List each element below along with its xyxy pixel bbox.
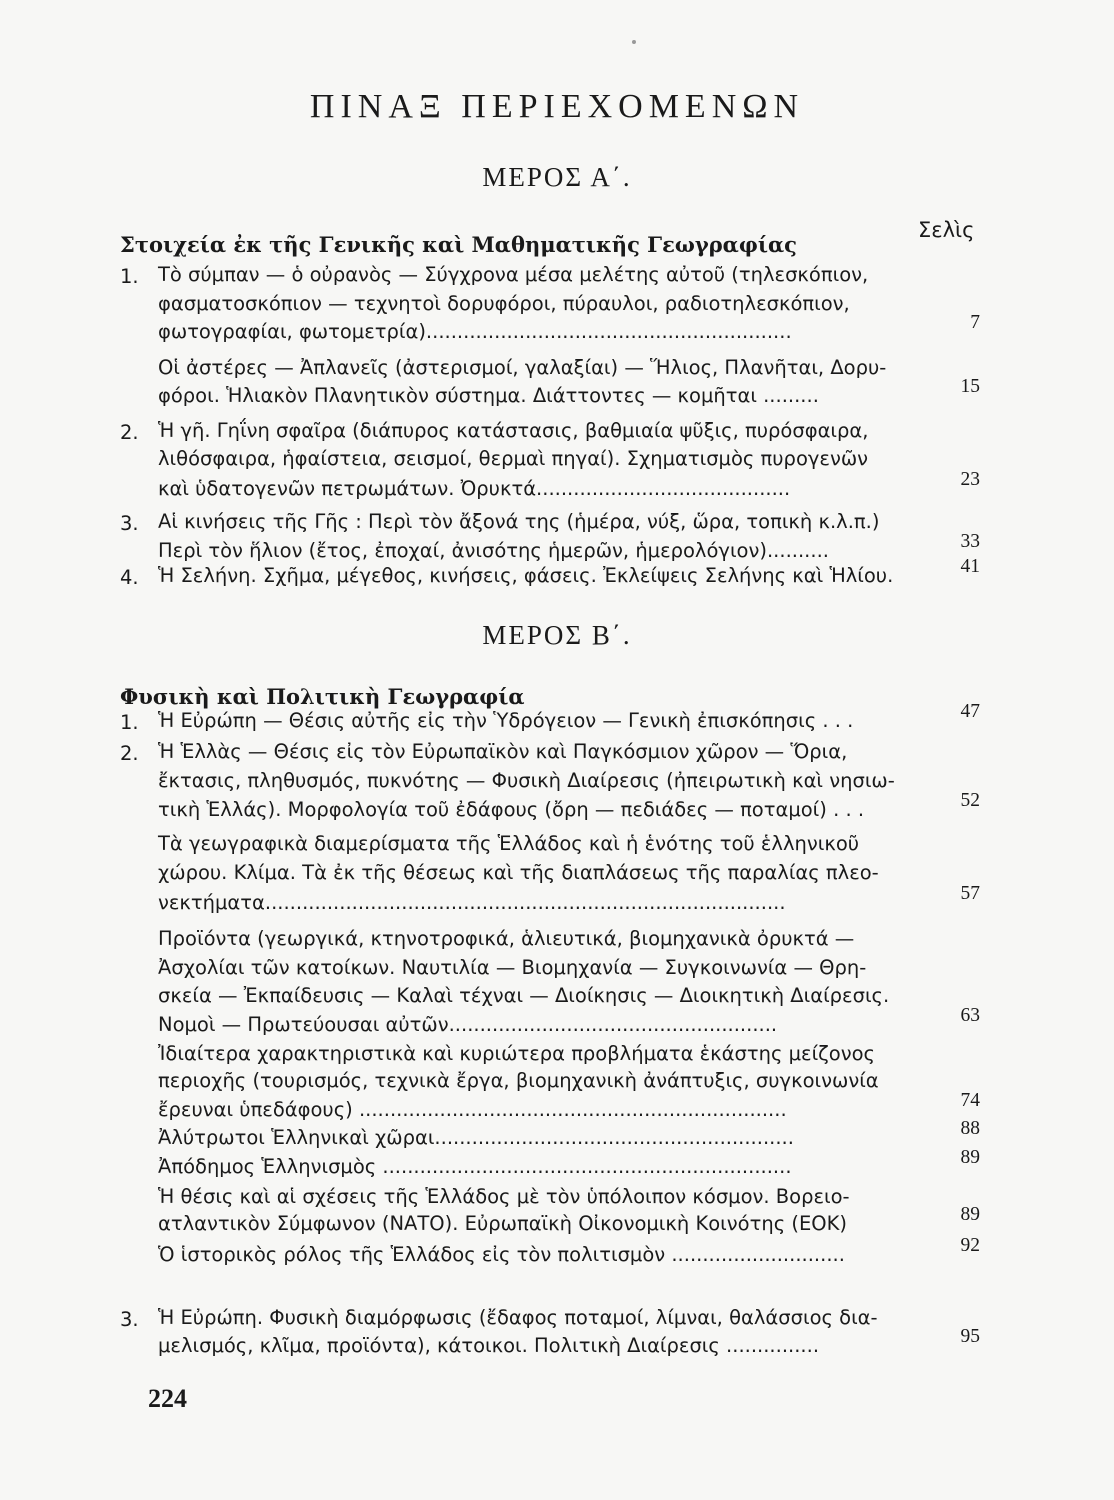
part_a-entry-page: 23 — [960, 469, 980, 490]
part_a-entry-text: Ἡ γῆ. Γηΐνη σφαῖρα (διάπυρος κατάστασις, βαθμιαία ψῦξις, πυρόσφαιρα, — [158, 419, 869, 442]
part_a-entry-text: φασματοσκόπιον — τεχνητοὶ δορυφόροι, πύραυλοι, ραδιοτηλεσκόπιον, — [158, 292, 850, 315]
part_b-entry-text: ατλαντικὸν Σύμφωνον (ΝΑΤΟ). Εὐρωπαϊκὴ Οἰκονομικὴ Κοινότης (ΕΟΚ) — [158, 1212, 848, 1235]
part_b-entry-text: Τὰ γεωγραφικὰ διαμερίσματα τῆς Ἑλλάδος καὶ ἡ ἑνότης τοῦ ἑλληνικοῦ — [158, 832, 860, 855]
part-a-heading: ΜΕΡΟΣ Α΄. — [482, 162, 632, 192]
part_a-entry-number: 1. — [120, 265, 139, 288]
part_a-entry-text: Οἱ ἀστέρες — Ἀπλανεῖς (ἀστερισμοί, γαλαξίαι) — Ἥλιος, Πλανῆται, Δορυ- — [158, 356, 887, 379]
part_a-entry-page: 7 — [970, 312, 980, 333]
part_b-entry-text: σκεία — Ἐκπαίδευσις — Καλαὶ τέχναι — Διοίκησις — Διοικητικὴ Διαίρεσις. — [158, 984, 890, 1007]
part_b-entry-text: περιοχῆς (τουρισμός, τεχνικὰ ἔργα, βιομηχανικὴ ἀνάπτυξις, συγκοινωνία — [158, 1069, 879, 1092]
part_b-entry-text: Ἡ θέσις καὶ αἱ σχέσεις τῆς Ἑλλάδος μὲ τὸν ὑπόλοιπον κόσμον. Βορειο- — [158, 1185, 850, 1208]
part_a-entry-text: φωτογραφίαι, φωτομετρία)........................................................... — [158, 320, 792, 343]
part_b-entry-text: ἔρευναι ὑπεδάφους) ..................................................................... — [158, 1098, 787, 1121]
part_b-entry-text: νεκτήματα.................................................................................... — [158, 891, 786, 914]
part_b-entry-text: Ἰδιαίτερα χαρακτηριστικὰ καὶ κυριώτερα προβλήματα ἑκάστης μείζονος — [158, 1042, 875, 1065]
part_b-entry-page: 92 — [960, 1235, 980, 1256]
part_b-entry-page: 57 — [960, 883, 980, 904]
part_b-entry-page: 88 — [960, 1118, 980, 1139]
part_b-entry-text: Ὁ ἱστορικὸς ρόλος τῆς Ἑλλάδος εἰς τὸν πολιτισμὸν ............................ — [158, 1243, 845, 1266]
part_b-entry-text: Προϊόντα (γεωργικά, κτηνοτροφικά, ἁλιευτικά, βιομηχανικὰ ὀρυκτά — — [158, 927, 855, 950]
part_a-entry-text: λιθόσφαιρα, ἡφαίστεια, σεισμοί, θερμαὶ πηγαί). Σχηματισμὸς πυρογενῶν — [158, 447, 869, 470]
part_b-entry-page: 74 — [960, 1090, 980, 1111]
part_b-entry-text: ἔκτασις, πληθυσμός, πυκνότης — Φυσικὴ Διαίρεσις (ἠπειρωτικὴ καὶ νησιω- — [158, 769, 895, 792]
part_b-entry-page: 89 — [960, 1147, 980, 1168]
pages-column-label: Σελὶς — [918, 218, 975, 242]
part_b-entry-number: 2. — [120, 742, 139, 765]
part_b-entry-page: 89 — [960, 1204, 980, 1225]
part_b-entry-page: 52 — [960, 790, 980, 811]
part_a-entry-text: φόροι. Ἡλιακὸν Πλανητικὸν σύστημα. Διάττοντες — κομῆται ......... — [158, 384, 819, 407]
part_a-entry-text: Περὶ τὸν ἥλιον (ἔτος, ἐποχαί, ἀνισότης ἡμερῶν, ἡμερολόγιον).......... — [158, 539, 829, 562]
part-b-section-title: Φυσικὴ καὶ Πολιτικὴ Γεωγραφία — [120, 684, 525, 709]
part_b-entry-text: μελισμός, κλῖμα, προϊόντα), κάτοικοι. Πολιτικὴ Διαίρεσις ............... — [158, 1334, 820, 1357]
part_b-entry-text: Ἡ Εὐρώπη — Θέσις αὐτῆς εἰς τὴν Ὑδρόγειον — Γενικὴ ἐπισκόπησις . . . — [158, 709, 854, 732]
part_a-entry-text: Ἡ Σελήνη. Σχῆμα, μέγεθος, κινήσεις, φάσεις. Ἐκλείψεις Σελήνης καὶ Ἡλίου. — [158, 564, 894, 587]
part_b-entry-text: Ἡ Εὐρώπη. Φυσικὴ διαμόρφωσις (ἔδαφος ποταμοί, λίμναι, θαλάσσιος δια- — [158, 1306, 878, 1329]
page-number: 224 — [148, 1384, 187, 1413]
part_b-entry-page: 95 — [960, 1326, 980, 1347]
part_b-entry-text: Νομοὶ — Πρωτεύουσαι αὐτῶν..................................................... — [158, 1013, 778, 1036]
part_a-entry-number: 2. — [120, 421, 139, 444]
part_b-entry-text: Ἡ Ἑλλὰς — Θέσις εἰς τὸν Εὐρωπαϊκὸν καὶ Παγκόσμιον χῶρον — Ὅρια, — [158, 740, 848, 763]
part_a-entry-number: 4. — [120, 566, 139, 589]
page-title: ΠΙΝΑΞ ΠΕΡΙΕΧΟΜΕΝΩΝ — [309, 88, 805, 125]
part_a-entry-text: καὶ ὑδατογενῶν πετρωμάτων. Ὀρυκτά......................................... — [158, 477, 791, 500]
part_b-entry-text: χώρου. Κλίμα. Τὰ ἐκ τῆς θέσεως καὶ τῆς διαπλάσεως τῆς παραλίας πλεο- — [158, 861, 879, 884]
part_b-entry-number: 3. — [120, 1308, 139, 1331]
part_b-entry-text: τικὴ Ἑλλάς). Μορφολογία τοῦ ἐδάφους (ὄρη — πεδιάδες — ποταμοί) . . . — [158, 798, 865, 821]
speck — [632, 40, 636, 44]
part_b-entry-text: Ἀσχολίαι τῶν κατοίκων. Ναυτιλία — Βιομηχανία — Συγκοινωνία — Θρη- — [158, 956, 867, 979]
part_a-entry-page: 15 — [960, 376, 980, 397]
part_b-entry-number: 1. — [120, 711, 139, 734]
part-b-heading: ΜΕΡΟΣ Β΄. — [482, 620, 632, 650]
part_a-entry-number: 3. — [120, 512, 139, 535]
part_b-entry-text: Ἀλύτρωτοι Ἑλληνικαὶ χῶραι.......................................................... — [158, 1126, 794, 1149]
part_b-entry-page: 63 — [960, 1005, 980, 1026]
part_a-entry-page: 33 — [960, 531, 980, 552]
part_a-entry-text: Τὸ σύμπαν — ὁ οὐρανὸς — Σύγχρονα μέσα μελέτης αὐτοῦ (τηλεσκόπιον, — [158, 263, 869, 286]
part_b-entry-page: 47 — [960, 701, 980, 722]
part_b-entry-text: Ἀπόδημος Ἑλληνισμὸς .................................................................. — [158, 1155, 792, 1178]
part-a-section-title: Στοιχεία ἐκ τῆς Γενικῆς καὶ Μαθηματικῆς Γεωγραφίας — [120, 232, 797, 257]
part_a-entry-page: 41 — [960, 556, 980, 577]
part_a-entry-text: Αἱ κινήσεις τῆς Γῆς : Περὶ τὸν ἄξονά της (ἡμέρα, νύξ, ὥρα, τοπικὴ κ.λ.π.) — [158, 510, 880, 533]
